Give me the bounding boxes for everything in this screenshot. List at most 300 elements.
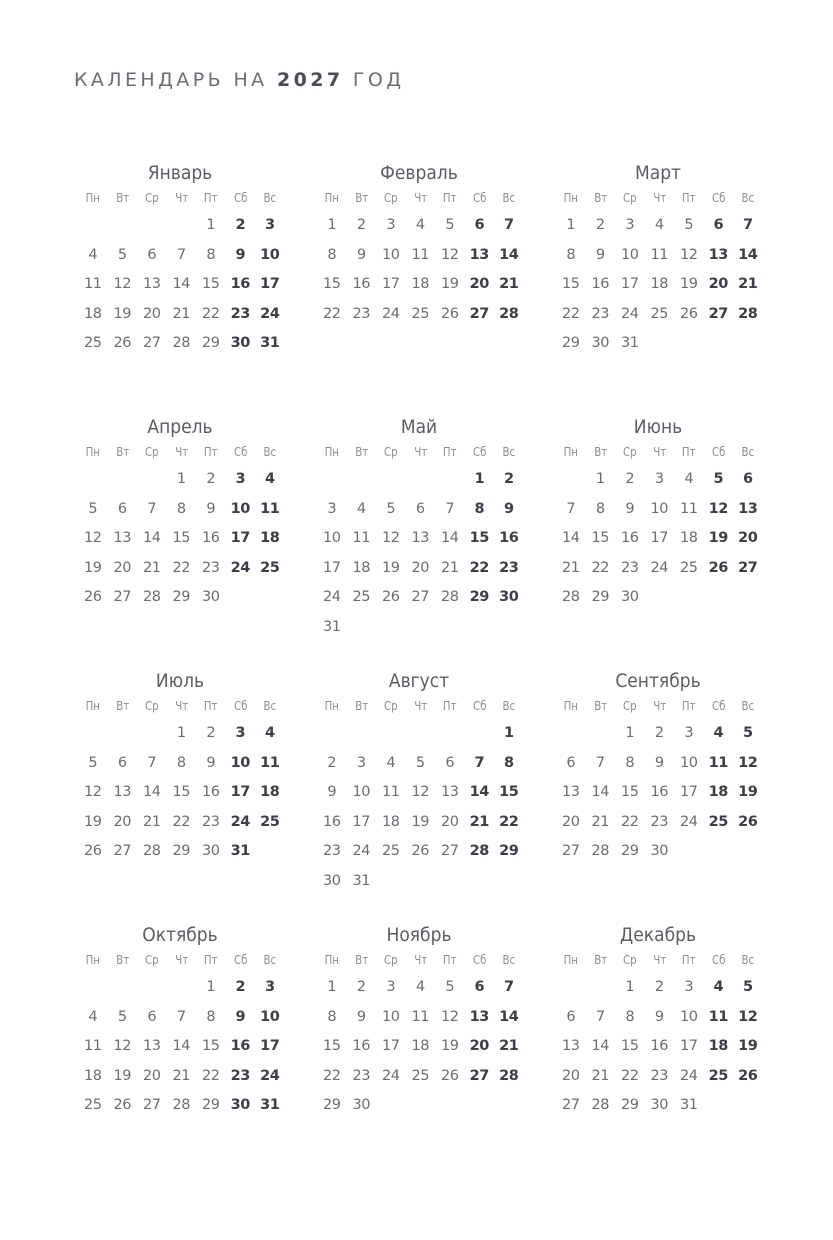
weekday-header: Пн bbox=[85, 445, 100, 459]
weekend-day: 2 bbox=[503, 471, 514, 487]
day: 8 bbox=[595, 500, 605, 517]
day: 22 bbox=[202, 1067, 220, 1084]
weekend-day: 31 bbox=[260, 1097, 280, 1114]
weekend-day: 18 bbox=[260, 784, 280, 801]
month-4 bbox=[78, 415, 288, 613]
weekend-day: 28 bbox=[469, 843, 489, 860]
day: 25 bbox=[382, 843, 400, 860]
day: 25 bbox=[411, 1067, 429, 1084]
weekday-header: Сб bbox=[233, 445, 247, 459]
day: 19 bbox=[411, 813, 429, 830]
day: 28 bbox=[172, 335, 190, 352]
day: 26 bbox=[113, 1097, 131, 1114]
weekday-header: Пт bbox=[442, 699, 457, 713]
day: 15 bbox=[323, 276, 341, 293]
day: 17 bbox=[621, 276, 639, 293]
day: 22 bbox=[202, 305, 220, 322]
day: 23 bbox=[650, 813, 668, 830]
weekend-day: 17 bbox=[230, 784, 250, 801]
day: 31 bbox=[621, 335, 639, 352]
weekday-header: Вт bbox=[593, 953, 607, 967]
day: 13 bbox=[143, 276, 161, 293]
day: 1 bbox=[625, 979, 635, 995]
weekday-header: Вт bbox=[115, 699, 129, 713]
weekend-day: 24 bbox=[230, 559, 250, 576]
day: 2 bbox=[356, 979, 366, 995]
weekday-header: Чт bbox=[174, 953, 188, 967]
weekday-header: Сб bbox=[472, 445, 486, 459]
day: 19 bbox=[441, 276, 459, 293]
day: 23 bbox=[621, 559, 639, 576]
day: 3 bbox=[327, 500, 337, 517]
weekend-day: 23 bbox=[230, 305, 250, 322]
day: 17 bbox=[680, 784, 698, 801]
weekend-day: 13 bbox=[708, 246, 728, 263]
weekend-day: 19 bbox=[738, 784, 758, 801]
weekday-header: Сб bbox=[711, 699, 725, 713]
weekday-header: Ср bbox=[144, 191, 159, 205]
weekend-day: 16 bbox=[499, 530, 519, 547]
day: 27 bbox=[411, 589, 429, 606]
weekday-header: Вс bbox=[502, 953, 516, 967]
weekend-day: 31 bbox=[260, 335, 280, 352]
month-grid bbox=[78, 947, 288, 1121]
day: 17 bbox=[352, 813, 370, 830]
day: 15 bbox=[202, 1038, 220, 1055]
day: 5 bbox=[88, 754, 98, 771]
day: 4 bbox=[415, 217, 425, 233]
weekday-header: Пн bbox=[324, 445, 339, 459]
weekend-day: 7 bbox=[742, 217, 753, 233]
weekday-header: Вт bbox=[115, 191, 129, 205]
day: 19 bbox=[680, 276, 698, 293]
day: 13 bbox=[562, 784, 580, 801]
weekend-day: 2 bbox=[235, 979, 246, 995]
day: 17 bbox=[650, 530, 668, 547]
day: 27 bbox=[441, 843, 459, 860]
day: 12 bbox=[382, 530, 400, 547]
day: 22 bbox=[591, 559, 609, 576]
month-10 bbox=[78, 923, 288, 1121]
day: 6 bbox=[147, 246, 157, 263]
day: 21 bbox=[562, 559, 580, 576]
weekday-header: Вт bbox=[593, 445, 607, 459]
weekend-day: 24 bbox=[230, 813, 250, 830]
day: 11 bbox=[352, 530, 370, 547]
day: 4 bbox=[88, 1008, 98, 1025]
day: 29 bbox=[172, 843, 190, 860]
day: 25 bbox=[680, 559, 698, 576]
weekend-day: 25 bbox=[708, 1067, 728, 1084]
day: 25 bbox=[411, 305, 429, 322]
day: 1 bbox=[206, 979, 216, 995]
day: 10 bbox=[323, 530, 341, 547]
weekday-header: Сб bbox=[233, 699, 247, 713]
day: 14 bbox=[172, 276, 190, 293]
month-12 bbox=[556, 923, 766, 1121]
day: 4 bbox=[386, 754, 396, 771]
day: 31 bbox=[352, 872, 370, 889]
weekend-day: 11 bbox=[260, 754, 280, 771]
weekend-day: 15 bbox=[499, 784, 519, 801]
month-grid bbox=[78, 439, 288, 613]
weekend-day: 1 bbox=[503, 725, 514, 741]
weekday-header: Сб bbox=[233, 191, 247, 205]
day: 21 bbox=[172, 305, 190, 322]
day: 19 bbox=[84, 813, 102, 830]
day: 30 bbox=[202, 589, 220, 606]
day: 30 bbox=[591, 335, 609, 352]
day: 20 bbox=[411, 559, 429, 576]
weekend-day: 14 bbox=[738, 246, 758, 263]
day: 8 bbox=[625, 754, 635, 771]
weekend-day: 28 bbox=[499, 1067, 519, 1084]
day: 14 bbox=[143, 530, 161, 547]
day: 9 bbox=[356, 1008, 366, 1025]
weekend-day: 3 bbox=[264, 979, 275, 995]
day: 8 bbox=[566, 246, 576, 263]
weekday-header: Пт bbox=[203, 699, 218, 713]
day: 19 bbox=[382, 559, 400, 576]
day: 16 bbox=[352, 1038, 370, 1055]
day: 16 bbox=[621, 530, 639, 547]
day: 20 bbox=[113, 813, 131, 830]
day: 16 bbox=[202, 530, 220, 547]
day: 9 bbox=[206, 500, 216, 517]
weekday-header: Сб bbox=[711, 191, 725, 205]
weekend-day: 27 bbox=[708, 305, 728, 322]
weekend-day: 13 bbox=[469, 246, 489, 263]
weekend-day: 18 bbox=[708, 1038, 728, 1055]
day: 19 bbox=[113, 1067, 131, 1084]
day: 15 bbox=[323, 1038, 341, 1055]
weekend-day: 14 bbox=[499, 246, 519, 263]
day: 18 bbox=[84, 305, 102, 322]
day: 6 bbox=[147, 1008, 157, 1025]
day: 5 bbox=[445, 217, 455, 233]
day: 3 bbox=[684, 725, 694, 741]
weekend-day: 7 bbox=[474, 754, 485, 771]
weekend-day: 7 bbox=[503, 979, 514, 995]
weekday-header: Пт bbox=[681, 699, 696, 713]
month-name: Сентябрь bbox=[615, 670, 701, 692]
day: 2 bbox=[654, 979, 664, 995]
weekend-day: 14 bbox=[499, 1008, 519, 1025]
day: 22 bbox=[621, 1067, 639, 1084]
day: 13 bbox=[143, 1038, 161, 1055]
day: 10 bbox=[680, 754, 698, 771]
day: 29 bbox=[562, 335, 580, 352]
weekday-header: Вт bbox=[354, 953, 368, 967]
month-grid bbox=[556, 439, 766, 613]
day: 2 bbox=[654, 725, 664, 741]
day: 11 bbox=[411, 246, 429, 263]
weekday-header: Пн bbox=[563, 445, 578, 459]
weekend-day: 22 bbox=[499, 813, 519, 830]
day: 25 bbox=[84, 335, 102, 352]
month-name: Июль bbox=[155, 670, 205, 692]
weekend-day: 4 bbox=[713, 725, 724, 741]
weekend-day: 25 bbox=[260, 813, 280, 830]
weekend-day: 30 bbox=[230, 1097, 250, 1114]
day: 23 bbox=[352, 305, 370, 322]
weekend-day: 4 bbox=[713, 979, 724, 995]
day: 13 bbox=[113, 530, 131, 547]
weekend-day: 5 bbox=[742, 725, 753, 741]
day: 31 bbox=[323, 618, 341, 635]
month-grid bbox=[317, 947, 527, 1121]
day: 19 bbox=[113, 305, 131, 322]
weekday-header: Чт bbox=[174, 445, 188, 459]
day: 14 bbox=[172, 1038, 190, 1055]
weekend-day: 9 bbox=[235, 246, 246, 263]
title-suffix: ГОД bbox=[352, 69, 405, 91]
month-name: Март bbox=[634, 162, 682, 184]
weekend-day: 30 bbox=[499, 589, 519, 606]
day: 14 bbox=[143, 784, 161, 801]
day: 13 bbox=[411, 530, 429, 547]
weekday-header: Вс bbox=[741, 445, 755, 459]
day: 27 bbox=[113, 843, 131, 860]
weekday-header: Пн bbox=[324, 191, 339, 205]
day: 9 bbox=[356, 246, 366, 263]
weekend-day: 10 bbox=[260, 246, 280, 263]
day: 15 bbox=[172, 530, 190, 547]
day: 8 bbox=[327, 1008, 337, 1025]
day: 9 bbox=[654, 1008, 664, 1025]
day: 30 bbox=[352, 1097, 370, 1114]
day: 24 bbox=[382, 1067, 400, 1084]
month-grid bbox=[78, 693, 288, 867]
weekend-day: 21 bbox=[499, 276, 519, 293]
day: 9 bbox=[327, 784, 337, 801]
day: 9 bbox=[206, 754, 216, 771]
day: 5 bbox=[445, 979, 455, 995]
day: 10 bbox=[382, 246, 400, 263]
month-grid bbox=[556, 185, 766, 359]
day: 20 bbox=[143, 305, 161, 322]
weekend-day: 15 bbox=[469, 530, 489, 547]
day: 24 bbox=[680, 1067, 698, 1084]
month-name: Октябрь bbox=[142, 924, 218, 946]
day: 23 bbox=[202, 813, 220, 830]
day: 5 bbox=[88, 500, 98, 517]
day: 25 bbox=[650, 305, 668, 322]
day: 21 bbox=[143, 813, 161, 830]
weekend-day: 17 bbox=[260, 276, 280, 293]
weekday-header: Ср bbox=[144, 445, 159, 459]
day: 12 bbox=[84, 530, 102, 547]
day: 2 bbox=[206, 471, 216, 487]
weekend-day: 4 bbox=[264, 471, 275, 487]
weekend-day: 26 bbox=[738, 813, 758, 830]
day: 22 bbox=[172, 559, 190, 576]
day: 23 bbox=[323, 843, 341, 860]
day: 7 bbox=[595, 754, 605, 771]
weekday-header: Пт bbox=[203, 191, 218, 205]
weekday-header: Вс bbox=[502, 191, 516, 205]
day: 23 bbox=[650, 1067, 668, 1084]
month-7 bbox=[78, 669, 288, 867]
weekend-day: 25 bbox=[708, 813, 728, 830]
day: 6 bbox=[445, 754, 455, 771]
weekend-day: 11 bbox=[260, 500, 280, 517]
weekend-day: 2 bbox=[235, 217, 246, 233]
day: 24 bbox=[352, 843, 370, 860]
month-name: Август bbox=[388, 670, 450, 692]
day: 4 bbox=[415, 979, 425, 995]
day: 9 bbox=[654, 754, 664, 771]
weekday-header: Пн bbox=[85, 699, 100, 713]
day: 26 bbox=[113, 335, 131, 352]
month-name: Июнь bbox=[633, 416, 683, 438]
day: 17 bbox=[382, 1038, 400, 1055]
weekend-day: 14 bbox=[469, 784, 489, 801]
day: 12 bbox=[441, 1008, 459, 1025]
day: 28 bbox=[143, 589, 161, 606]
weekend-day: 20 bbox=[708, 276, 728, 293]
weekday-header: Чт bbox=[174, 699, 188, 713]
day: 27 bbox=[143, 1097, 161, 1114]
weekday-header: Вс bbox=[502, 699, 516, 713]
day: 12 bbox=[84, 784, 102, 801]
weekend-day: 18 bbox=[708, 784, 728, 801]
day: 18 bbox=[650, 276, 668, 293]
weekend-day: 17 bbox=[230, 530, 250, 547]
day: 28 bbox=[591, 1097, 609, 1114]
day: 3 bbox=[625, 217, 635, 233]
day: 18 bbox=[411, 276, 429, 293]
day: 23 bbox=[591, 305, 609, 322]
month-name: Январь bbox=[147, 162, 213, 184]
day: 15 bbox=[172, 784, 190, 801]
weekday-header: Пн bbox=[563, 699, 578, 713]
day: 17 bbox=[382, 276, 400, 293]
day: 26 bbox=[411, 843, 429, 860]
day: 29 bbox=[323, 1097, 341, 1114]
weekend-day: 3 bbox=[264, 217, 275, 233]
weekend-day: 3 bbox=[235, 471, 246, 487]
day: 10 bbox=[650, 500, 668, 517]
weekend-day: 16 bbox=[230, 1038, 250, 1055]
weekend-day: 28 bbox=[738, 305, 758, 322]
day: 5 bbox=[386, 500, 396, 517]
day: 3 bbox=[654, 471, 664, 487]
day: 7 bbox=[595, 1008, 605, 1025]
weekend-day: 23 bbox=[230, 1067, 250, 1084]
day: 19 bbox=[84, 559, 102, 576]
day: 7 bbox=[176, 1008, 186, 1025]
day: 5 bbox=[117, 246, 127, 263]
month-3 bbox=[556, 161, 766, 359]
day: 5 bbox=[117, 1008, 127, 1025]
day: 27 bbox=[562, 1097, 580, 1114]
day: 11 bbox=[382, 784, 400, 801]
weekend-day: 25 bbox=[260, 559, 280, 576]
day: 24 bbox=[621, 305, 639, 322]
weekend-day: 5 bbox=[713, 471, 724, 487]
day: 29 bbox=[591, 589, 609, 606]
day: 12 bbox=[441, 246, 459, 263]
day: 24 bbox=[323, 589, 341, 606]
day: 8 bbox=[176, 754, 186, 771]
weekday-header: Пт bbox=[203, 953, 218, 967]
day: 22 bbox=[172, 813, 190, 830]
weekend-day: 9 bbox=[503, 500, 514, 517]
weekday-header: Чт bbox=[652, 953, 666, 967]
day: 8 bbox=[206, 246, 216, 263]
day: 13 bbox=[113, 784, 131, 801]
weekend-day: 11 bbox=[708, 1008, 728, 1025]
day: 12 bbox=[113, 1038, 131, 1055]
weekday-header: Пн bbox=[324, 699, 339, 713]
day: 11 bbox=[84, 276, 102, 293]
day: 20 bbox=[113, 559, 131, 576]
weekday-header: Ср bbox=[383, 191, 398, 205]
weekend-day: 29 bbox=[499, 843, 519, 860]
weekday-header: Сб bbox=[472, 191, 486, 205]
day: 10 bbox=[352, 784, 370, 801]
weekday-header: Сб bbox=[711, 953, 725, 967]
weekday-header: Сб bbox=[233, 953, 247, 967]
day: 2 bbox=[625, 471, 635, 487]
weekday-header: Сб bbox=[711, 445, 725, 459]
day: 4 bbox=[88, 246, 98, 263]
weekday-header: Пт bbox=[681, 953, 696, 967]
day: 12 bbox=[411, 784, 429, 801]
weekend-day: 21 bbox=[499, 1038, 519, 1055]
weekend-day: 27 bbox=[469, 1067, 489, 1084]
day: 30 bbox=[650, 843, 668, 860]
weekend-day: 24 bbox=[260, 1067, 280, 1084]
weekday-header: Пн bbox=[324, 953, 339, 967]
day: 7 bbox=[147, 754, 157, 771]
weekend-day: 23 bbox=[499, 559, 519, 576]
weekend-day: 10 bbox=[230, 754, 250, 771]
weekend-day: 16 bbox=[230, 276, 250, 293]
day: 13 bbox=[562, 1038, 580, 1055]
day: 3 bbox=[356, 754, 366, 771]
month-6 bbox=[556, 415, 766, 613]
day: 18 bbox=[411, 1038, 429, 1055]
weekday-header: Пт bbox=[681, 191, 696, 205]
day: 16 bbox=[202, 784, 220, 801]
weekend-day: 10 bbox=[260, 1008, 280, 1025]
month-grid bbox=[78, 185, 288, 359]
weekend-day: 4 bbox=[264, 725, 275, 741]
weekend-day: 20 bbox=[738, 530, 758, 547]
weekend-day: 13 bbox=[738, 500, 758, 517]
weekend-day: 19 bbox=[708, 530, 728, 547]
day: 29 bbox=[202, 1097, 220, 1114]
weekend-day: 5 bbox=[742, 979, 753, 995]
weekend-day: 6 bbox=[742, 471, 753, 487]
weekday-header: Ср bbox=[622, 445, 637, 459]
weekend-day: 26 bbox=[738, 1067, 758, 1084]
weekend-day: 10 bbox=[230, 500, 250, 517]
weekend-day: 29 bbox=[469, 589, 489, 606]
day: 14 bbox=[441, 530, 459, 547]
weekday-header: Чт bbox=[652, 699, 666, 713]
day: 20 bbox=[562, 813, 580, 830]
day: 6 bbox=[117, 754, 127, 771]
day: 15 bbox=[562, 276, 580, 293]
day: 20 bbox=[562, 1067, 580, 1084]
day: 5 bbox=[415, 754, 425, 771]
day: 6 bbox=[566, 1008, 576, 1025]
weekday-header: Чт bbox=[413, 699, 427, 713]
day: 18 bbox=[84, 1067, 102, 1084]
